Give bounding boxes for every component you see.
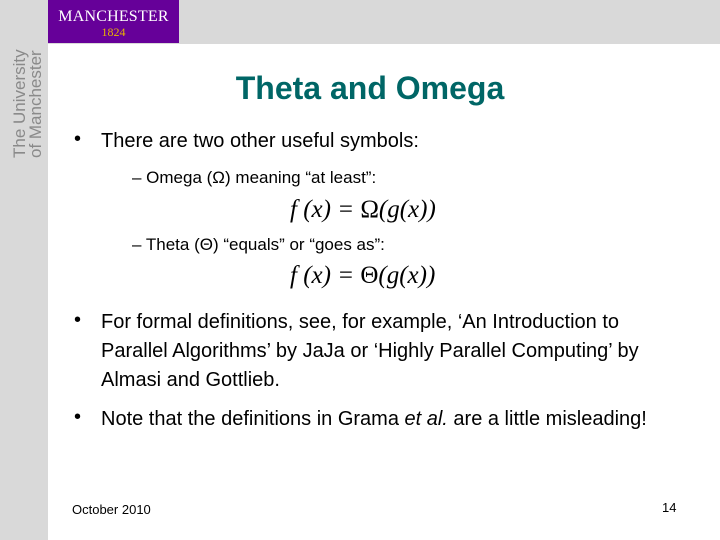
bullet-1: There are two other useful symbols:	[101, 130, 419, 152]
bullet-2: For formal definitions, see, for example, ‘An Introduction to Parallel Algorithms’ by JaJa or ‘Highly Parallel Computing’ by Almasi and Gottlieb.	[101, 311, 639, 391]
theta-formula-lhs: f (x) =	[290, 262, 361, 289]
bullet-dot: •	[74, 406, 82, 428]
page-number: 14	[662, 500, 677, 515]
wordmark-line-2: of Manchester	[26, 50, 45, 158]
bullet-dot: •	[74, 128, 82, 150]
wordmark-line-1: The University	[10, 49, 29, 158]
bullet-3-text-before: Note that the definitions in Grama	[101, 408, 405, 430]
bullet-3-italic: et al.	[404, 408, 448, 430]
omega-formula	[290, 196, 436, 224]
theta-symbol: Θ	[360, 262, 379, 289]
logo-year: 1824	[101, 25, 126, 39]
sub-item-omega: – Omega (Ω) meaning “at least”:	[132, 168, 377, 187]
logo-name: MANCHESTER	[58, 8, 169, 25]
bullet-3-text-after: are a little misleading!	[447, 408, 647, 430]
sub-item-theta: – Theta (Θ) “equals” or “goes as”:	[132, 235, 385, 254]
university-wordmark	[12, 18, 44, 158]
theta-formula	[290, 262, 435, 290]
manchester-logo	[48, 0, 179, 43]
omega-symbol: Ω	[360, 196, 379, 223]
omega-formula-lhs: f (x) =	[290, 196, 361, 223]
bullet-dot: •	[74, 309, 82, 331]
slide-title: Theta and Omega	[235, 70, 505, 106]
footer-date: October 2010	[72, 502, 151, 517]
bullet-3	[101, 405, 661, 434]
theta-formula-rhs: (g(x))	[378, 262, 436, 289]
omega-formula-rhs: (g(x))	[378, 196, 436, 223]
